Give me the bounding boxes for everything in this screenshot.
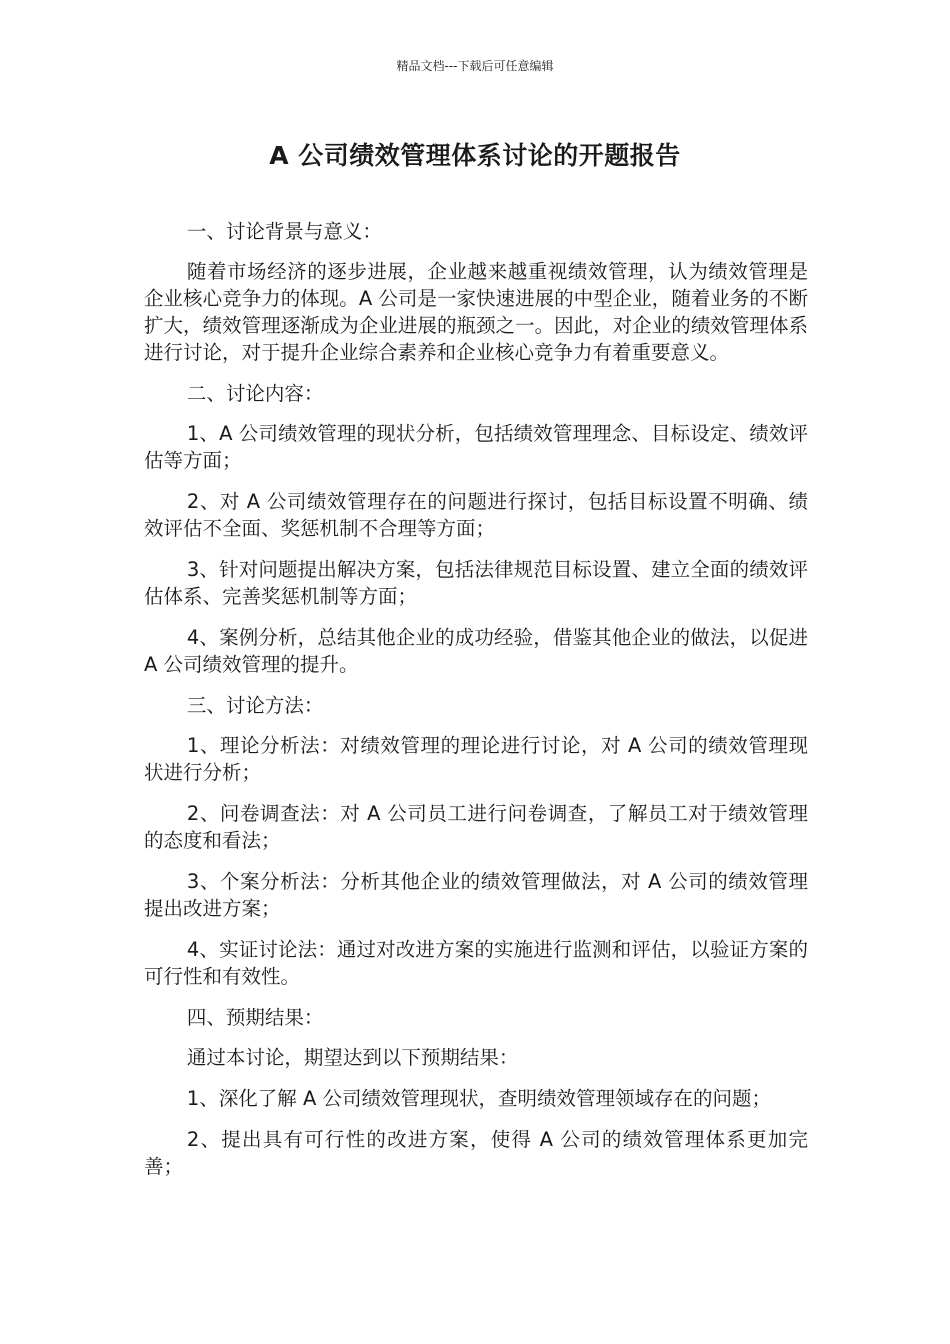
section-heading-content: 二、讨论内容： [186, 382, 324, 405]
document-body [144, 218, 808, 1194]
content-item: 1、A 公司绩效管理的现状分析，包括绩效管理理念、目标设定、绩效评估等方面； [144, 422, 808, 472]
section-heading-results: 四、预期结果： [186, 1006, 324, 1029]
method-item: 1、理论分析法：对绩效管理的理论进行讨论，对 A 公司的绩效管理现状进行分析； [144, 734, 808, 784]
method-item: 4、实证讨论法：通过对改进方案的实施进行监测和评估，以验证方案的可行性和有效性。 [144, 938, 808, 988]
method-item: 3、个案分析法：分析其他企业的绩效管理做法，对 A 公司的绩效管理提出改进方案； [144, 870, 808, 920]
method-item: 2、问卷调查法：对 A 公司员工进行问卷调查，了解员工对于绩效管理的态度和看法； [144, 802, 808, 852]
content-item: 4、案例分析，总结其他企业的成功经验，借鉴其他企业的做法，以促进 A 公司绩效管理的提升。 [144, 626, 808, 676]
background-paragraph: 随着市场经济的逐步进展，企业越来越重视绩效管理，认为绩效管理是企业核心竞争力的体现。A 公司是一家快速进展的中型企业，随着业务的不断扩大，绩效管理逐渐成为企业进展的瓶颈之一。因此，对企业的绩效管理体系进行讨论，对于提升企业综合素养和企业核心竞争力有着重要意义。 [144, 260, 808, 364]
header-note: 精品文档---下载后可任意编辑 [396, 59, 554, 73]
results-intro: 通过本讨论，期望达到以下预期结果： [186, 1046, 519, 1069]
result-item: 1、深化了解 A 公司绩效管理现状，查明绩效管理领域存在的问题； [186, 1087, 772, 1110]
content-item: 2、对 A 公司绩效管理存在的问题进行探讨，包括目标设置不明确、绩效评估不全面、奖惩机制不合理等方面； [144, 490, 808, 540]
document-title: A 公司绩效管理体系讨论的开题报告 [269, 141, 681, 170]
content-item: 3、针对问题提出解决方案，包括法律规范目标设置、建立全面的绩效评估体系、完善奖惩机制等方面； [144, 558, 808, 608]
result-item: 2、提出具有可行性的改进方案，使得 A 公司的绩效管理体系更加完善； [144, 1128, 808, 1178]
section-heading-background: 一、讨论背景与意义： [186, 220, 382, 243]
section-heading-methods: 三、讨论方法： [186, 694, 324, 717]
